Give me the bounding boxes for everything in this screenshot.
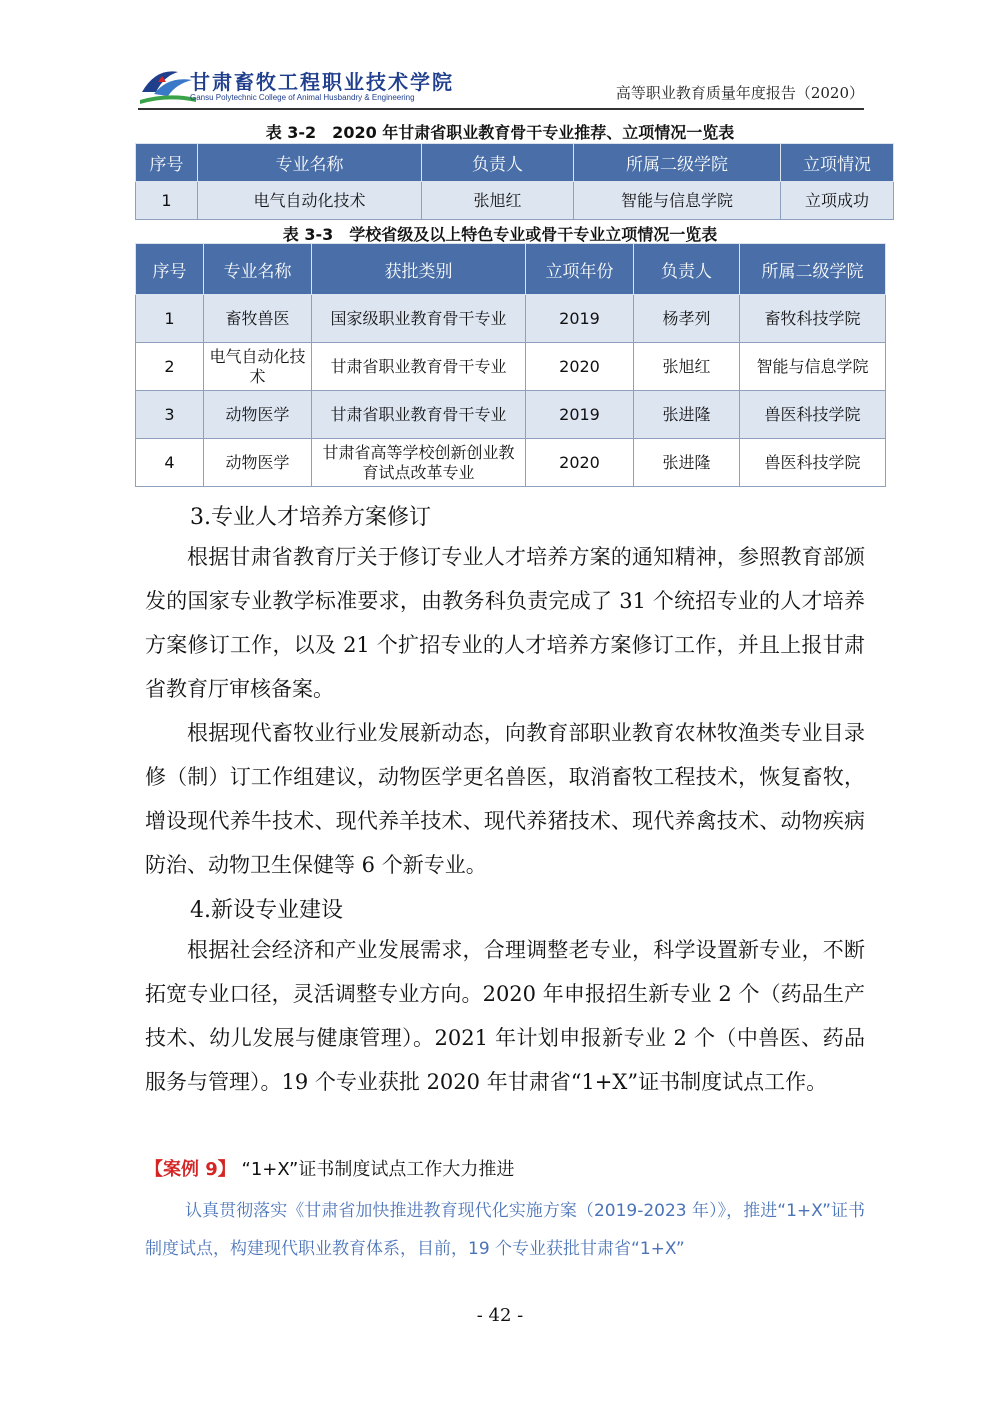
- column-header: 负责人: [422, 144, 574, 182]
- table-cell: 张旭红: [422, 182, 574, 220]
- case-heading: “1+X”证书制度试点工作大力推进: [241, 1159, 515, 1180]
- table-cell: 国家级职业教育骨干专业: [312, 295, 526, 343]
- table-row: [136, 343, 886, 391]
- case-text: 认真贯彻落实《甘肃省加快推进教育现代化实施方案（2019-2023 年）》，推进“1+X”证书制度试点，构建现代职业教育体系，目前，19 个专业获批甘肃省“1+X”: [145, 1201, 865, 1259]
- table-cell: 杨孝列: [634, 295, 740, 343]
- table-cell: 1: [136, 182, 198, 220]
- table-cell: 甘肃省职业教育骨干专业: [312, 343, 526, 391]
- table-cell: 2020: [526, 439, 634, 487]
- table-cell: 电气自动化技术: [204, 343, 312, 391]
- column-header: 所属二级学院: [574, 144, 781, 182]
- table-3-3: [135, 243, 886, 487]
- table-cell: 智能与信息学院: [574, 182, 781, 220]
- table-cell: 兽医科技学院: [740, 439, 886, 487]
- case-title: [145, 1155, 514, 1181]
- column-header: 序号: [136, 144, 198, 182]
- column-header: 获批类别: [312, 244, 526, 295]
- table-cell: 1: [136, 295, 204, 343]
- table-cell: 畜牧兽医: [204, 295, 312, 343]
- table-row: [136, 439, 886, 487]
- table-cell: 动物医学: [204, 439, 312, 487]
- table-cell: 畜牧科技学院: [740, 295, 886, 343]
- table-cell: 立项成功: [781, 182, 894, 220]
- table-cell: 2020: [526, 343, 634, 391]
- table-header-row: [136, 244, 886, 295]
- section3-paragraph-2: 根据现代畜牧业行业发展新动态，向教育部职业教育农林牧渔类专业目录修（制）订工作组建议，动物医学更名兽医，取消畜牧工程技术，恢复畜牧，增设现代养牛技术、现代养羊技术、现代养猪技术、现代养禽技术、动物疾病防治、动物卫生保健等 6 个新专业。: [145, 721, 865, 877]
- table-cell: 甘肃省高等学校创新创业教育试点改革专业: [312, 439, 526, 487]
- table-cell: 甘肃省职业教育骨干专业: [312, 391, 526, 439]
- section4-heading: 4.新设专业建设: [190, 898, 343, 923]
- table1-caption: 表 3-2 2020 年甘肃省职业教育骨干专业推荐、立项情况一览表: [265, 123, 735, 142]
- table2-caption: 表 3-3 学校省级及以上特色专业或骨干专业立项情况一览表: [282, 225, 718, 244]
- column-header: 序号: [136, 244, 204, 295]
- table-cell: 张进隆: [634, 391, 740, 439]
- column-header: 立项年份: [526, 244, 634, 295]
- section4-paragraph-1: 根据社会经济和产业发展需求，合理调整老专业，科学设置新专业，不断拓宽专业口径，灵活调整专业方向。2020 年申报招生新专业 2 个（药品生产技术、幼儿发展与健康管理）。2021 年计划申报新专业 2 个（中兽医、药品服务与管理）。19 个专业获批 2020 年甘肃省“1+X”证书制度试点工作。: [145, 938, 865, 1094]
- table-row: [136, 295, 886, 343]
- page-header: [138, 62, 864, 108]
- table-row: [136, 182, 894, 220]
- table-cell: 兽医科技学院: [740, 391, 886, 439]
- table-cell: 张进隆: [634, 439, 740, 487]
- column-header: 专业名称: [198, 144, 422, 182]
- case-tag: 【案例 9】: [145, 1159, 236, 1180]
- table-cell: 2019: [526, 295, 634, 343]
- school-name-en: Gansu Polytechnic College of Animal Husbandry & Engineering: [190, 93, 415, 102]
- column-header: 立项情况: [781, 144, 894, 182]
- school-name-cn: 甘肃畜牧工程职业技术学院: [190, 70, 454, 94]
- column-header: 所属二级学院: [740, 244, 886, 295]
- table-cell: 2: [136, 343, 204, 391]
- table-cell: 智能与信息学院: [740, 343, 886, 391]
- school-logo-icon: [138, 62, 198, 106]
- column-header: 负责人: [634, 244, 740, 295]
- table-cell: 2019: [526, 391, 634, 439]
- table-cell: 电气自动化技术: [198, 182, 422, 220]
- header-divider: [138, 108, 864, 110]
- table-cell: 动物医学: [204, 391, 312, 439]
- section3-heading: 3.专业人才培养方案修订: [190, 505, 431, 530]
- report-title: 高等职业教育质量年度报告（2020）: [615, 84, 864, 102]
- column-header: 专业名称: [204, 244, 312, 295]
- table-header-row: [136, 144, 894, 182]
- section3-paragraph-1: 根据甘肃省教育厅关于修订专业人才培养方案的通知精神，参照教育部颁发的国家专业教学标准要求，由教务科负责完成了 31 个统招专业的人才培养方案修订工作，以及 21 个扩招专业的人才培养方案修订工作，并且上报甘肃省教育厅审核备案。: [145, 545, 865, 701]
- table-cell: 4: [136, 439, 204, 487]
- table-row: [136, 391, 886, 439]
- table-cell: 张旭红: [634, 343, 740, 391]
- table-3-2: [135, 143, 894, 220]
- page-number: - 42 -: [476, 1305, 524, 1326]
- table-cell: 3: [136, 391, 204, 439]
